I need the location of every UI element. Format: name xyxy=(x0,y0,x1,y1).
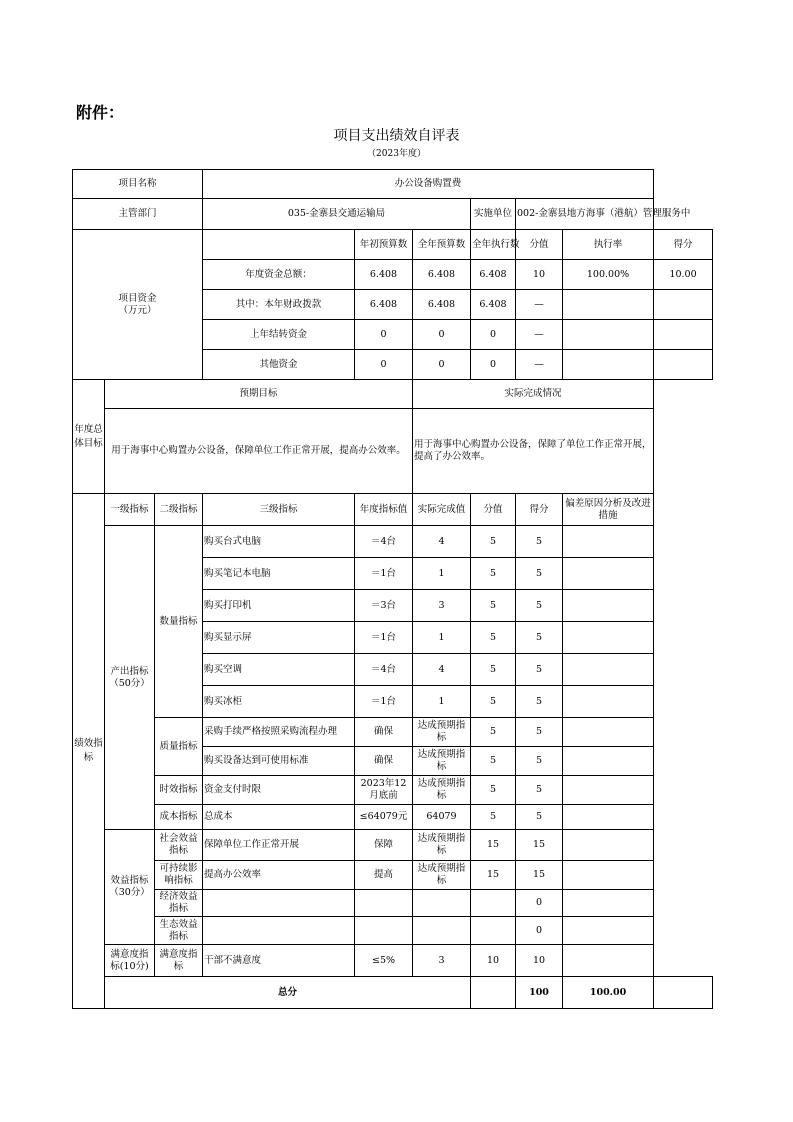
funds-row-score: 10.00 xyxy=(654,260,713,290)
funds-header-annual: 全年预算数 xyxy=(413,230,471,260)
indicator-score: 5 xyxy=(516,590,563,622)
funds-row-rate xyxy=(563,290,654,320)
indicator-name: 购买设备达到可使用标准 xyxy=(203,747,355,776)
indicator-actual: 达成预期指标 xyxy=(413,718,471,747)
indicator-score: 5 xyxy=(516,776,563,805)
total-row xyxy=(73,977,713,1009)
indicators-side-label: 绩效指标 xyxy=(73,494,105,1009)
indicator-score: 5 xyxy=(516,622,563,654)
indicator-target: ＝4台 xyxy=(355,654,413,686)
attachment-label: 附件： xyxy=(76,103,125,122)
indicator-value: 5 xyxy=(471,776,516,805)
funds-row-rate xyxy=(563,350,654,380)
indicator-score: 15 xyxy=(516,861,563,890)
sustain-label: 可持续影响指标 xyxy=(155,861,203,890)
funds-row-name: 其他资金 xyxy=(203,350,355,380)
indicator-row xyxy=(73,718,713,747)
funds-row-score xyxy=(654,350,713,380)
actual-goal-label: 实际完成情况 xyxy=(413,380,654,409)
total-label: 总分 xyxy=(105,977,471,1009)
goals-header-row xyxy=(73,380,713,409)
indicator-target: ＝1台 xyxy=(355,622,413,654)
indicator-value: 10 xyxy=(471,945,516,977)
funds-row-rate: 100.00% xyxy=(563,260,654,290)
impl-value: 002-金寨县地方海事（港航）管理服务中 xyxy=(516,199,654,230)
indicator-score: 5 xyxy=(516,686,563,718)
indicator-value: 15 xyxy=(471,830,516,861)
timeliness-label: 时效指标 xyxy=(155,776,203,805)
indicator-value: 5 xyxy=(471,590,516,622)
indicator-name: 购买打印机 xyxy=(203,590,355,622)
quality-label: 质量指标 xyxy=(155,718,203,776)
dept-label: 主管部门 xyxy=(73,199,203,230)
funds-label-line2: （万元） xyxy=(118,304,157,316)
indicator-target: ≤64079元 xyxy=(355,805,413,830)
funds-header-row xyxy=(73,230,713,260)
indicator-actual: 1 xyxy=(413,558,471,590)
project-name-row xyxy=(73,170,713,199)
funds-row-name: 年度资金总额： xyxy=(203,260,355,290)
indicator-value: 15 xyxy=(471,861,516,890)
indicator-name: 资金支付时限 xyxy=(203,776,355,805)
indicators-header-row xyxy=(73,494,713,526)
funds-row-name: 上年结转资金 xyxy=(203,320,355,350)
funds-row-initial: 0 xyxy=(355,320,413,350)
page-title: 项目支出绩效自评表 xyxy=(333,128,460,144)
project-name-value: 办公设备购置费 xyxy=(203,170,654,199)
indicator-actual: 达成预期指标 xyxy=(413,776,471,805)
indicator-score: 5 xyxy=(516,558,563,590)
indicator-actual: 1 xyxy=(413,622,471,654)
funds-header-rate: 执行率 xyxy=(563,230,654,260)
indicator-name: 购买冰柜 xyxy=(203,686,355,718)
project-name-label: 项目名称 xyxy=(73,170,203,199)
indicator-row xyxy=(73,945,713,977)
funds-row-initial: 6.408 xyxy=(355,260,413,290)
evaluation-sheet xyxy=(72,169,713,1009)
indicator-actual: 4 xyxy=(413,654,471,686)
funds-header-executed: 全年执行数 xyxy=(471,230,516,260)
funds-row-rate xyxy=(563,320,654,350)
indicator-name: 保障单位工作正常开展 xyxy=(203,830,355,861)
indicator-actual: 1 xyxy=(413,686,471,718)
indicator-value: 5 xyxy=(471,558,516,590)
satisfaction-l2-label: 满意度指标 xyxy=(155,945,203,977)
indicator-target: 提高 xyxy=(355,861,413,890)
output-label: 产出指标（50分） xyxy=(105,526,155,830)
indicator-score: 0 xyxy=(516,890,563,917)
ind-header-value: 分值 xyxy=(471,494,516,526)
funds-row-initial: 0 xyxy=(355,350,413,380)
indicator-actual: 4 xyxy=(413,526,471,558)
cost-label: 成本指标 xyxy=(155,805,203,830)
funds-row-executed: 0 xyxy=(471,350,516,380)
indicator-row xyxy=(73,526,713,558)
indicator-value: 5 xyxy=(471,622,516,654)
total-value: 100 xyxy=(516,977,563,1009)
goals-content-row xyxy=(73,409,713,494)
indicator-score: 5 xyxy=(516,718,563,747)
indicator-target: 2023年12月底前 xyxy=(355,776,413,805)
expected-goal-label: 预期目标 xyxy=(105,380,413,409)
funds-header-score: 得分 xyxy=(654,230,713,260)
ind-header-target: 年度指标值 xyxy=(355,494,413,526)
funds-row-score xyxy=(654,320,713,350)
ind-header-l2: 二级指标 xyxy=(155,494,203,526)
indicator-row xyxy=(73,917,713,945)
funds-row-value: — xyxy=(516,320,563,350)
social-label: 社会效益指标 xyxy=(155,830,203,861)
indicator-actual: 64079 xyxy=(413,805,471,830)
indicator-name: 购买空调 xyxy=(203,654,355,686)
indicator-row xyxy=(73,805,713,830)
ind-header-l1: 一级指标 xyxy=(105,494,155,526)
ind-header-actual: 实际完成值 xyxy=(413,494,471,526)
funds-row-value: — xyxy=(516,290,563,320)
dept-value: 035-金寨县交通运输局 xyxy=(203,199,471,230)
indicator-row xyxy=(73,830,713,861)
indicator-name: 总成本 xyxy=(203,805,355,830)
funds-row-annual: 6.408 xyxy=(413,290,471,320)
funds-header-value: 分值 xyxy=(516,230,563,260)
department-row xyxy=(73,199,713,230)
year-note: （2023年度） xyxy=(367,149,426,159)
indicator-score: 5 xyxy=(516,747,563,776)
funds-label-line1: 项目资金 xyxy=(118,292,157,304)
indicator-value: 5 xyxy=(471,526,516,558)
indicator-row xyxy=(73,861,713,890)
indicator-score: 15 xyxy=(516,830,563,861)
ind-header-remark: 偏差原因分析及改进措施 xyxy=(563,494,654,526)
indicator-actual: 3 xyxy=(413,945,471,977)
ind-header-l3: 三级指标 xyxy=(203,494,355,526)
quantity-label: 数量指标 xyxy=(155,526,203,718)
indicator-target: 确保 xyxy=(355,747,413,776)
funds-row-annual: 6.408 xyxy=(413,260,471,290)
indicator-name: 提高办公效率 xyxy=(203,861,355,890)
funds-row-score xyxy=(654,290,713,320)
funds-row-value: 10 xyxy=(516,260,563,290)
indicator-target: 确保 xyxy=(355,718,413,747)
indicator-value: 5 xyxy=(471,805,516,830)
ind-header-score: 得分 xyxy=(516,494,563,526)
funds-row-initial: 6.408 xyxy=(355,290,413,320)
indicator-target: ＝3台 xyxy=(355,590,413,622)
evaluation-table xyxy=(72,169,713,1009)
impl-label: 实施单位 xyxy=(471,199,516,230)
indicator-value: 5 xyxy=(471,686,516,718)
funds-label xyxy=(73,230,203,380)
benefit-label: 效益指标（30分） xyxy=(105,830,155,945)
indicator-score: 5 xyxy=(516,654,563,686)
funds-row-executed: 0 xyxy=(471,320,516,350)
indicator-actual: 达成预期指标 xyxy=(413,861,471,890)
indicator-name: 干部不满意度 xyxy=(203,945,355,977)
indicator-actual: 达成预期指标 xyxy=(413,830,471,861)
indicator-value: 5 xyxy=(471,718,516,747)
indicator-score: 0 xyxy=(516,917,563,945)
indicator-target: 保障 xyxy=(355,830,413,861)
funds-row-name: 其中：本年财政拨款 xyxy=(203,290,355,320)
indicator-name: 购买笔记本电脑 xyxy=(203,558,355,590)
satisfaction-l1-label: 满意度指标(10分) xyxy=(105,945,155,977)
indicator-row xyxy=(73,776,713,805)
indicator-target: ＝4台 xyxy=(355,526,413,558)
funds-row-annual: 0 xyxy=(413,320,471,350)
indicator-row xyxy=(73,890,713,917)
indicator-target: ＝1台 xyxy=(355,686,413,718)
indicator-name: 购买显示屏 xyxy=(203,622,355,654)
indicator-target: ≤5% xyxy=(355,945,413,977)
funds-row-value: — xyxy=(516,350,563,380)
indicator-value: 5 xyxy=(471,747,516,776)
economic-label: 经济效益指标 xyxy=(155,890,203,917)
funds-header-initial: 年初预算数 xyxy=(355,230,413,260)
indicator-name: 采购手续严格按照采购流程办理 xyxy=(203,718,355,747)
indicator-actual: 3 xyxy=(413,590,471,622)
expected-goal-text: 用于海事中心购置办公设备，保障单位工作正常开展，提高办公效率。 xyxy=(105,409,413,494)
goals-label: 年度总体目标 xyxy=(73,380,105,494)
funds-row-executed: 6.408 xyxy=(471,290,516,320)
indicator-score: 10 xyxy=(516,945,563,977)
funds-row-annual: 0 xyxy=(413,350,471,380)
indicator-name: 购买台式电脑 xyxy=(203,526,355,558)
indicator-target: ＝1台 xyxy=(355,558,413,590)
indicator-score: 5 xyxy=(516,805,563,830)
indicator-score: 5 xyxy=(516,526,563,558)
funds-row-executed: 6.408 xyxy=(471,260,516,290)
total-score: 100.00 xyxy=(563,977,654,1009)
actual-goal-text: 用于海事中心购置办公设备，保障了单位工作正常开展，提高了办公效率。 xyxy=(413,409,654,494)
indicator-actual: 达成预期指标 xyxy=(413,747,471,776)
indicator-value: 5 xyxy=(471,654,516,686)
ecological-label: 生态效益指标 xyxy=(155,917,203,945)
